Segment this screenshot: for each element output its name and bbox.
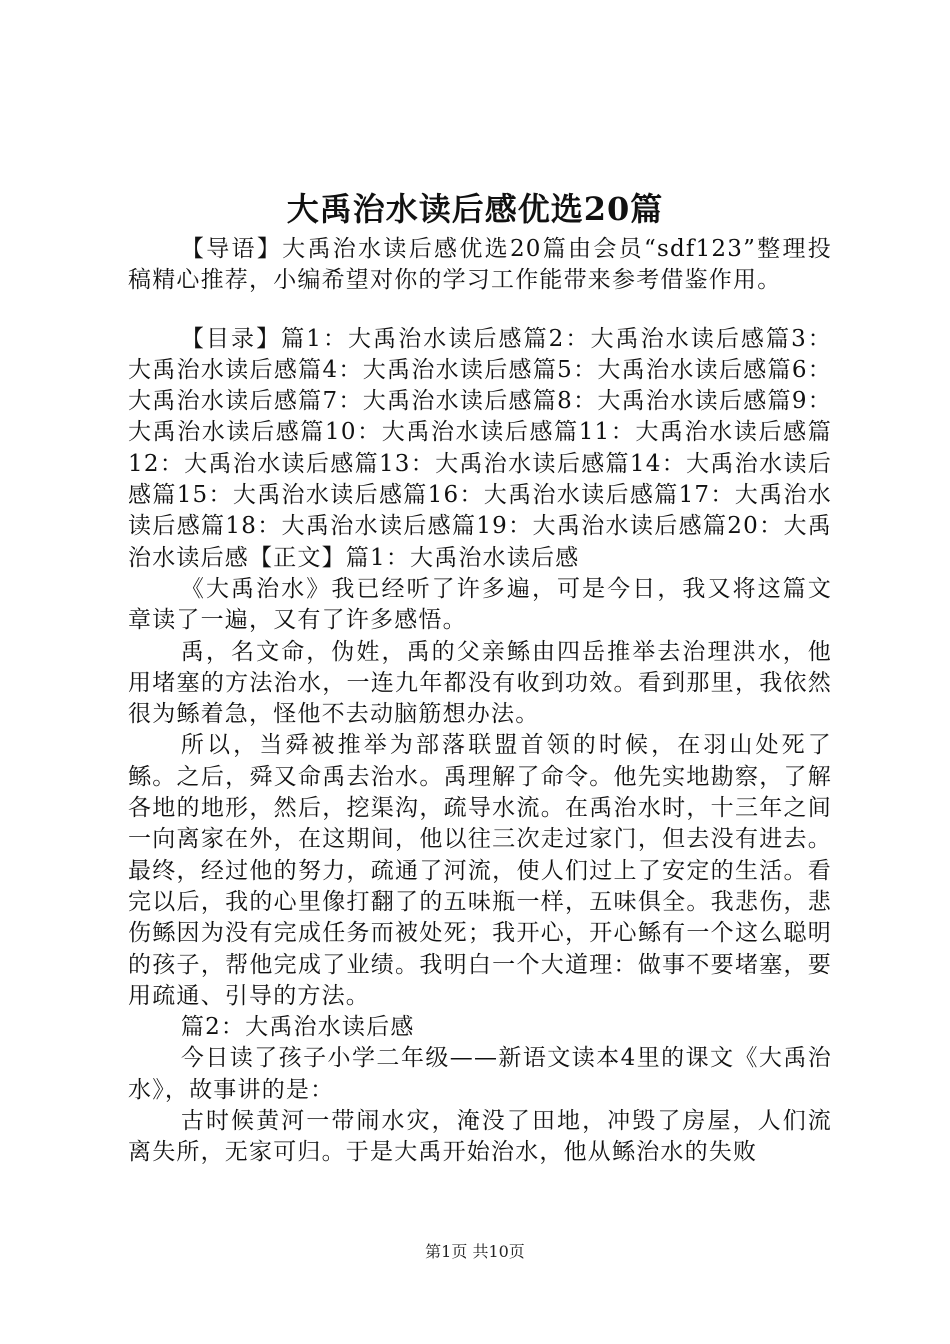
intro-paragraph: 【导语】大禹治水读后感优选20篇由会员“sdf123”整理投稿精心推荐，小编希望对你的学习工作能带来参考借鉴作用。: [128, 236, 832, 294]
table-of-contents-paragraph: 【目录】篇1：大禹治水读后感篇2：大禹治水读后感篇3：大禹治水读后感篇4：大禹治水读后感篇5：大禹治水读后感篇6：大禹治水读后感篇7：大禹治水读后感篇8：大禹治水读后感篇9：大禹治水读后感篇10：大禹治水读后感篇11：大禹治水读后感篇12：大禹治水读后感篇13：大禹治水读后感篇14：大禹治水读后感篇15：大禹治水读后感篇16：大禹治水读后感篇17：大禹治水读后感篇18：大禹治水读后感篇19：大禹治水读后感篇20：大禹治水读后感【正文】篇1：大禹治水读后感: [128, 325, 832, 571]
body-paragraph: 《大禹治水》我已经听了许多遍，可是今日，我又将这篇文章读了一遍，又有了许多感悟。: [128, 575, 832, 634]
body-paragraph: 古时候黄河一带闹水灾，淹没了田地，冲毁了房屋，人们流离失所，无家可归。于是大禹开始治水，他从鲧治水的失败: [128, 1108, 832, 1166]
body-paragraph: 今日读了孩子小学二年级——新语文读本4里的课文《大禹治水》，故事讲的是：: [128, 1045, 832, 1103]
document-title: 大禹治水读后感优选20篇: [286, 190, 664, 228]
document-body: [128, 234, 832, 1169]
body-paragraph: 所以，当舜被推举为部落联盟首领的时候，在羽山处死了鲧。之后，舜又命禹去治水。禹理解了命令。他先实地勘察，了解各地的地形，然后，挖渠沟，疏导水流。在禹治水时，十三年之间一向离家在外，在这期间，他以往三次走过家门，但去没有进去。最终，经过他的努力，疏通了河流，使人们过上了安定的生活。看完以后，我的心里像打翻了的五味瓶一样，五味俱全。我悲伤，悲伤鲧因为没有完成任务而被处死；我开心，开心鲧有一个这么聪明的孩子，帮他完成了业绩。我明白一个大道理：做事不要堵塞，要用疏通、引导的方法。: [128, 732, 832, 1009]
body-paragraph: 禹，名文命，伪姓，禹的父亲鲧由四岳推举去治理洪水，他用堵塞的方法治水，一连九年都没有收到功效。看到那里，我依然很为鲧着急，怪他不去动脑筋想办法。: [128, 638, 832, 728]
page-footer: 第1页 共10页: [425, 1242, 525, 1261]
section-heading: 篇2：大禹治水读后感: [180, 1014, 415, 1041]
